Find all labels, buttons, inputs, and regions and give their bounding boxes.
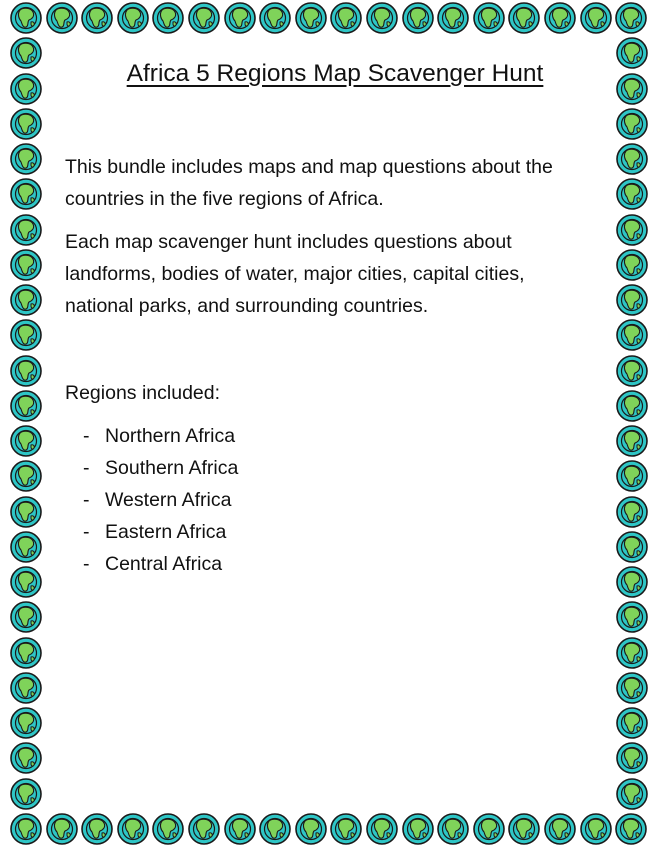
globe-icon bbox=[617, 461, 647, 491]
globe-icon bbox=[617, 356, 647, 386]
globe-icon bbox=[617, 144, 647, 174]
globe-icon bbox=[153, 814, 183, 844]
globe-icon bbox=[367, 3, 397, 33]
globe-icon bbox=[617, 109, 647, 139]
list-item bbox=[83, 452, 238, 484]
region-name: Eastern Africa bbox=[105, 521, 227, 543]
globe-icon bbox=[11, 320, 41, 350]
globe-icon bbox=[11, 109, 41, 139]
list-dash: - bbox=[83, 489, 90, 511]
globe-icon bbox=[616, 3, 646, 33]
globe-icon bbox=[11, 250, 41, 280]
list-dash: - bbox=[83, 425, 90, 447]
list-dash: - bbox=[83, 553, 90, 575]
globe-icon bbox=[11, 285, 41, 315]
list-item bbox=[83, 484, 238, 516]
globe-icon bbox=[11, 638, 41, 668]
globe-icon bbox=[617, 602, 647, 632]
globe-icon bbox=[438, 3, 468, 33]
globe-icon bbox=[617, 673, 647, 703]
globe-icon bbox=[11, 779, 41, 809]
globe-icon bbox=[11, 74, 41, 104]
globe-icon bbox=[617, 779, 647, 809]
globe-icon bbox=[331, 814, 361, 844]
globe-icon bbox=[474, 3, 504, 33]
globe-icon bbox=[11, 356, 41, 386]
globe-icon bbox=[11, 673, 41, 703]
globe-icon bbox=[617, 74, 647, 104]
globe-icon bbox=[545, 814, 575, 844]
intro-paragraph: This bundle includes maps and map questions about the countries in the five regions of Africa. bbox=[65, 156, 553, 210]
globe-icon bbox=[474, 814, 504, 844]
list-dash: - bbox=[83, 457, 90, 479]
globe-icon bbox=[11, 215, 41, 245]
globe-icon bbox=[11, 497, 41, 527]
globe-icon bbox=[403, 814, 433, 844]
regions-list bbox=[83, 420, 238, 580]
globe-icon bbox=[617, 215, 647, 245]
globe-icon bbox=[367, 814, 397, 844]
globe-icon bbox=[11, 426, 41, 456]
globe-icon bbox=[11, 814, 41, 844]
globe-icon bbox=[260, 814, 290, 844]
globe-icon bbox=[617, 320, 647, 350]
globe-icon bbox=[11, 3, 41, 33]
globe-icon bbox=[296, 814, 326, 844]
globe-icon bbox=[47, 814, 77, 844]
globe-icon bbox=[11, 743, 41, 773]
globe-icon bbox=[82, 814, 112, 844]
globe-icon bbox=[617, 567, 647, 597]
region-name: Central Africa bbox=[105, 553, 223, 575]
globe-icon bbox=[11, 567, 41, 597]
globe-icon bbox=[82, 3, 112, 33]
description-paragraph: Each map scavenger hunt includes questions about landforms, bodies of water, major cities, capital cities, national parks, and surrounding countries. bbox=[65, 231, 525, 317]
globe-icon bbox=[260, 3, 290, 33]
list-dash: - bbox=[83, 521, 90, 543]
globe-icon bbox=[545, 3, 575, 33]
globe-icon bbox=[617, 38, 647, 68]
list-item bbox=[83, 420, 238, 452]
list-item bbox=[83, 516, 238, 548]
globe-icon bbox=[438, 814, 468, 844]
globe-icon bbox=[331, 3, 361, 33]
page-title: Africa 5 Regions Map Scavenger Hunt bbox=[126, 60, 544, 87]
globe-icon bbox=[11, 38, 41, 68]
globe-icon bbox=[509, 3, 539, 33]
globe-icon bbox=[189, 814, 219, 844]
globe-icon bbox=[11, 708, 41, 738]
globe-icon bbox=[617, 179, 647, 209]
globe-icon bbox=[617, 532, 647, 562]
globe-icon bbox=[118, 814, 148, 844]
globe-icon bbox=[11, 179, 41, 209]
globe-icon bbox=[11, 461, 41, 491]
globe-icon bbox=[581, 814, 611, 844]
globe-icon bbox=[617, 285, 647, 315]
globe-icon bbox=[403, 3, 433, 33]
globe-icon bbox=[225, 814, 255, 844]
globe-icon bbox=[617, 250, 647, 280]
globe-icon bbox=[509, 814, 539, 844]
globe-icon bbox=[11, 391, 41, 421]
globe-icon bbox=[617, 497, 647, 527]
globe-icon bbox=[617, 708, 647, 738]
globe-icon bbox=[617, 426, 647, 456]
globe-icon bbox=[616, 814, 646, 844]
list-item bbox=[83, 548, 238, 580]
globe-icon bbox=[47, 3, 77, 33]
globe-icon bbox=[581, 3, 611, 33]
globe-icon bbox=[11, 532, 41, 562]
globe-icon bbox=[189, 3, 219, 33]
globe-icon bbox=[617, 743, 647, 773]
region-name: Southern Africa bbox=[105, 457, 239, 479]
globe-icon bbox=[153, 3, 183, 33]
globe-icon bbox=[617, 638, 647, 668]
globe-icon bbox=[225, 3, 255, 33]
regions-heading: Regions included: bbox=[65, 382, 221, 404]
globe-icon bbox=[11, 144, 41, 174]
globe-icon bbox=[617, 391, 647, 421]
globe-icon bbox=[11, 602, 41, 632]
region-name: Northern Africa bbox=[105, 425, 236, 447]
region-name: Western Africa bbox=[105, 489, 232, 511]
globe-icon bbox=[296, 3, 326, 33]
globe-icon bbox=[118, 3, 148, 33]
